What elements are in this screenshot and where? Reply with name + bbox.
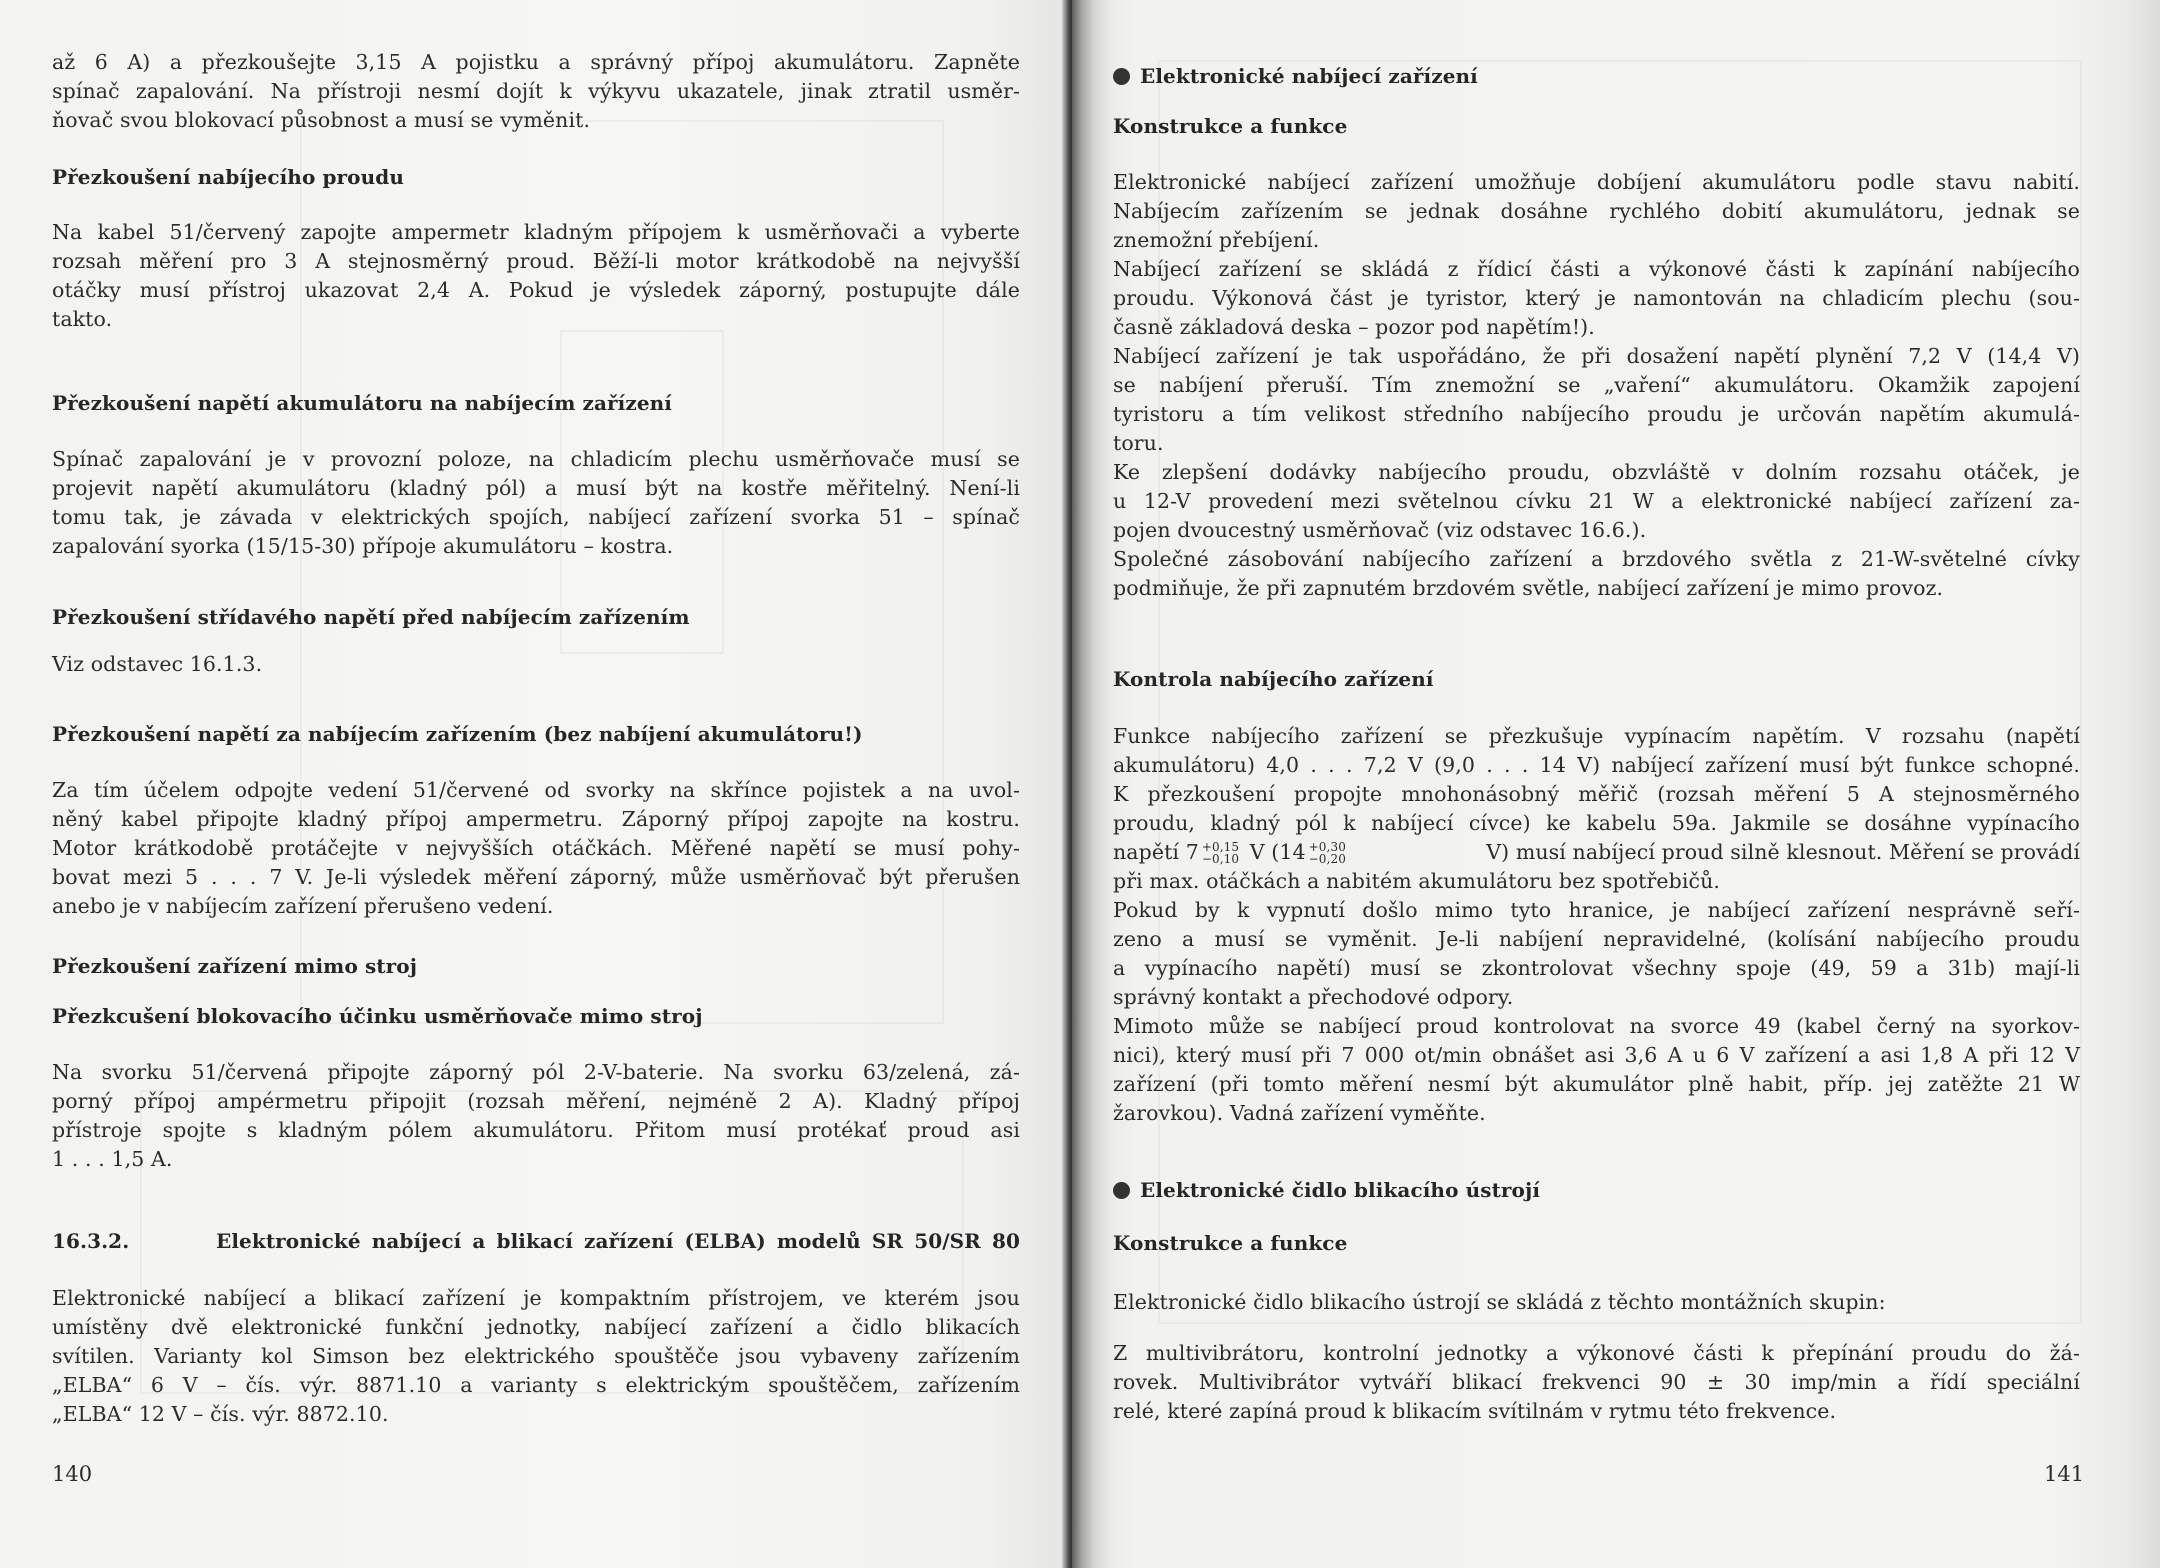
section-heading: Přezkoušení napětí akumulátoru na nabíjecím zařízení: [52, 391, 673, 415]
bullet-icon: [1113, 1182, 1130, 1199]
paragraph-line: se nabíjení přeruší. Tím znemožní se „vaření“ akumulátoru. Okamžik zapojení: [1113, 373, 2080, 397]
subheading: Konstrukce a funkce: [1113, 1231, 1348, 1255]
tolerance-2: [1309, 841, 1346, 865]
book-spine: [1062, 0, 1072, 1568]
paragraph-line: Viz odstavec 16.1.3.: [52, 652, 263, 676]
chapter-number: 16.3.2.: [52, 1229, 130, 1253]
paragraph-line: znemožní přebíjení.: [1113, 228, 1320, 252]
paragraph-line: takto.: [52, 307, 113, 331]
paragraph-line: tyristoru a tím velikost středního nabíjecího proudu je určován napětím akumulá-: [1113, 402, 2080, 426]
paragraph-line: Motor krátkodobě protáčejte v nejvyšších otáčkách. Měřené napětí se musí pohy-: [52, 836, 1020, 860]
bullet-heading-text: Elektronické čidlo blikacího ústrojí: [1140, 1178, 1541, 1202]
paragraph-line: Společné zásobování nabíjecího zařízení a brzdového světla z 21-W-světelné cívky: [1113, 547, 2080, 571]
paragraph-line: umístěny dvě elektronické funkční jednotky, nabíjecí zařízení a čidlo blikacích: [52, 1315, 1020, 1339]
paragraph-line: časně základová deska – pozor pod napětím!).: [1113, 315, 1595, 339]
paragraph-line: rozsah měření pro 3 A stejnosměrný proud. Běží-li motor krátkodobě na nejvyšší: [52, 249, 1020, 273]
paragraph-line: Pokud by k vypnutí došlo mimo tyto hranice, je nabíjecí zařízení nesprávně seří-: [1113, 898, 2080, 922]
paragraph-line: toru.: [1113, 431, 1164, 455]
tolerance-line: [1113, 838, 2080, 866]
paragraph-line: zeno a musí se vyměnit. Je-li nabíjení nepravidelné, (kolísání nabíjecího proudu: [1113, 927, 2080, 951]
paragraph-line: „ELBA“ 6 V – čís. výr. 8871.10 a varianty s elektrickým spouštěčem, zařízením: [52, 1373, 1020, 1397]
bullet-heading: [1113, 62, 2080, 90]
paragraph-line: pojen dvoucestný usměrňovač (viz odstavec 16.6.).: [1113, 518, 1647, 542]
paragraph-line: K přezkoušení propojte mnohonásobný měřič (rozsah měření 5 A stejnosměrného: [1113, 782, 2080, 806]
page-number: 140: [52, 1462, 93, 1486]
paragraph-line: relé, které zapíná proud k blikacím svítilnám v rytmu této frekvence.: [1113, 1399, 1837, 1423]
paragraph-line: nici), který musí při 7 000 ot/min obnášet asi 3,6 A u 6 V zařízení a asi 1,8 A při 12 V: [1113, 1043, 2080, 1067]
paragraph-line: přístroje spojte s kladným pólem akumulátoru. Přitom musí protékať proud asi: [52, 1118, 1020, 1142]
paragraph-line: projevit napětí akumulátoru (kladný pól) a musí být na kostře měřitelný. Není-li: [52, 476, 1020, 500]
paragraph-line: Nabíjecí zařízení se skládá z řídicí části a výkonové části k zapínání nabíjecího: [1113, 257, 2080, 281]
paragraph-line: spínač zapalování. Na přístroji nesmí dojít k výkyvu ukazatele, jinak ztratil usměr-: [52, 79, 1020, 103]
paragraph-line: akumulátoru) 4,0 . . . 7,2 V (9,0 . . . 14 V) nabíjecí zařízení musí být funkce schopné.: [1113, 753, 2080, 777]
paragraph-line: „ELBA“ 12 V – čís. výr. 8872.10.: [52, 1402, 389, 1426]
paragraph-line: Elektronické nabíjecí zařízení umožňuje dobíjení akumulátoru podle stavu nabití.: [1113, 170, 2080, 194]
bullet-heading-text: Elektronické nabíjecí zařízení: [1140, 64, 1478, 88]
paragraph-line: otáčky musí přístroj ukazovat 2,4 A. Pokud je výsledek záporný, postupujte dále: [52, 278, 1020, 302]
tolerance-minus: −0,10: [1201, 851, 1240, 866]
paragraph-line: Nabíjecí zařízení je tak uspořádáno, že při dosažení napětí plynění 7,2 V (14,4 V): [1113, 344, 2080, 368]
paragraph-line: Z multivibrátoru, kontrolní jednotky a výkonové části k přepínání proudu do žá-: [1113, 1341, 2080, 1365]
paragraph-line: svítilen. Varianty kol Simson bez elektrického spouštěče jsou vybaveny zařízením: [52, 1344, 1020, 1368]
paragraph-line: 1 . . . 1,5 A.: [52, 1147, 173, 1171]
chapter-heading: [52, 1227, 1020, 1255]
chapter-title: Elektronické nabíjecí a blikací zařízení (ELBA) modelů SR 50/SR 80: [216, 1229, 1020, 1253]
paragraph-line: Funkce nabíjecího zařízení se přezkušuje vypínacím napětím. V rozsahu (napětí: [1113, 724, 2080, 748]
subheading: Konstrukce a funkce: [1113, 114, 1348, 138]
section-heading: Přezkoušení zařízení mimo stroj: [52, 954, 418, 978]
paragraph-line: žarovkou). Vadná zařízení vyměňte.: [1113, 1101, 1486, 1125]
paragraph-line: a vypínacího napětí) musí se zkontrolovat všechny spoje (49, 59 a 31b) mají-li: [1113, 956, 2080, 980]
paragraph-line: ňovač svou blokovací působnost a musí se vyměnit.: [52, 108, 591, 132]
section-heading: Přezkoušení střídavého napětí před nabíjecím zařízením: [52, 605, 690, 629]
paragraph-line: Elektronické čidlo blikacího ústrojí se skládá z těchto montážních skupin:: [1113, 1290, 1886, 1314]
bullet-heading: [1113, 1176, 2080, 1204]
paragraph-line: zapalování syorka (15/15-30) přípoje akumulátoru – kostra.: [52, 534, 674, 558]
page-number: 141: [2044, 1462, 2085, 1486]
paragraph-line: proudu. Výkonová část je tyristor, který je namontován na chladicím plechu (sou-: [1113, 286, 2080, 310]
section-heading: Přezkoušení nabíjecího proudu: [52, 165, 404, 189]
tolerance-suffix: V) musí nabíjecí proud silně klesnout. Měření se provádí: [1486, 840, 2080, 864]
paragraph-line: správný kontakt a přechodové odpory.: [1113, 985, 1514, 1009]
paragraph-line: až 6 A) a přezkoušejte 3,15 A pojistku a správný přípoj akumulátoru. Zapněte: [52, 50, 1020, 74]
tolerance-minus: −0,20: [1308, 851, 1346, 866]
paragraph-line: Spínač zapalování je v provozní poloze, na chladicím plechu usměrňovače musí se: [52, 447, 1020, 471]
paragraph-line: rovek. Multivibrátor vytváří blikací frekvenci 90 ± 30 imp/min a řídí speciální: [1113, 1370, 2080, 1394]
paragraph-line: Mimoto může se nabíjecí proud kontrolovat na svorce 49 (kabel černý na syorkov-: [1113, 1014, 2080, 1038]
section-heading: Přezkoušení napětí za nabíjecím zařízením (bez nabíjení akumulátoru!): [52, 722, 863, 746]
tolerance-1: [1202, 841, 1239, 865]
section-heading: Kontrola nabíjecího zařízení: [1113, 667, 1434, 691]
paragraph-line: Nabíjecím zařízením se jednak dosáhne rychlého dobití akumulátoru, jednak se: [1113, 199, 2080, 223]
paragraph-line: Na kabel 51/červený zapojte ampermetr kladným přípojem k usměrňovači a vyberte: [52, 220, 1020, 244]
paragraph-line: něný kabel připojte kladný přípoj ampermetru. Záporný přípoj zapojte na kostru.: [52, 807, 1020, 831]
paragraph-line: Na svorku 51/červená připojte záporný pól 2-V-baterie. Na svorku 63/zelená, zá-: [52, 1060, 1020, 1084]
paragraph-line: Ke zlepšení dodávky nabíjecího proudu, obzvláště v dolním rozsahu otáček, je: [1113, 460, 2080, 484]
paragraph-line: Za tím účelem odpojte vedení 51/červené od svorky na skřínce pojistek a na uvol-: [52, 778, 1020, 802]
paragraph-line: Elektronické nabíjecí a blikací zařízení je kompaktním přístrojem, ve kterém jsou: [52, 1286, 1020, 1310]
paragraph-line: anebo je v nabíjecím zařízení přerušeno vedení.: [52, 894, 554, 918]
section-heading: Přezkcušení blokovacího účinku usměrňovače mimo stroj: [52, 1004, 703, 1028]
tolerance-plus: +0,15: [1201, 839, 1240, 854]
tolerance-middle: V (14: [1249, 840, 1306, 864]
paragraph-line: proudu, kladný pól k nabíjecí cívce) ke kabelu 59a. Jakmile se dosáhne vypínacího: [1113, 811, 2080, 835]
paragraph-line: u 12-V provedení mezi světelnou cívku 21 W a elektronické nabíjecí zařízení za-: [1113, 489, 2080, 513]
paragraph-line: bovat mezi 5 . . . 7 V. Je-li výsledek měření záporný, může usměrňovač být přerušen: [52, 865, 1020, 889]
paragraph-line: zařízení (při tomto měření nesmí být akumulátor plně habit, příp. jej zatěžte 21 W: [1113, 1072, 2080, 1096]
tolerance-plus: +0,30: [1308, 839, 1346, 854]
paragraph-line: podmiňuje, že při zapnutém brzdovém světle, nabíjecí zařízení je mimo provoz.: [1113, 576, 1944, 600]
bullet-icon: [1113, 68, 1130, 85]
paragraph-line: tomu tak, je závada v elektrických spojích, nabíjecí zařízení svorka 51 – spínač: [52, 505, 1020, 529]
paragraph-line: porný přípoj ampérmetru připojit (rozsah měření, nejméně 2 A). Kladný přípoj: [52, 1089, 1020, 1113]
tolerance-prefix: napětí 7: [1113, 840, 1199, 864]
paragraph-line: při max. otáčkách a nabitém akumulátoru bez spotřebičů.: [1113, 869, 1721, 893]
